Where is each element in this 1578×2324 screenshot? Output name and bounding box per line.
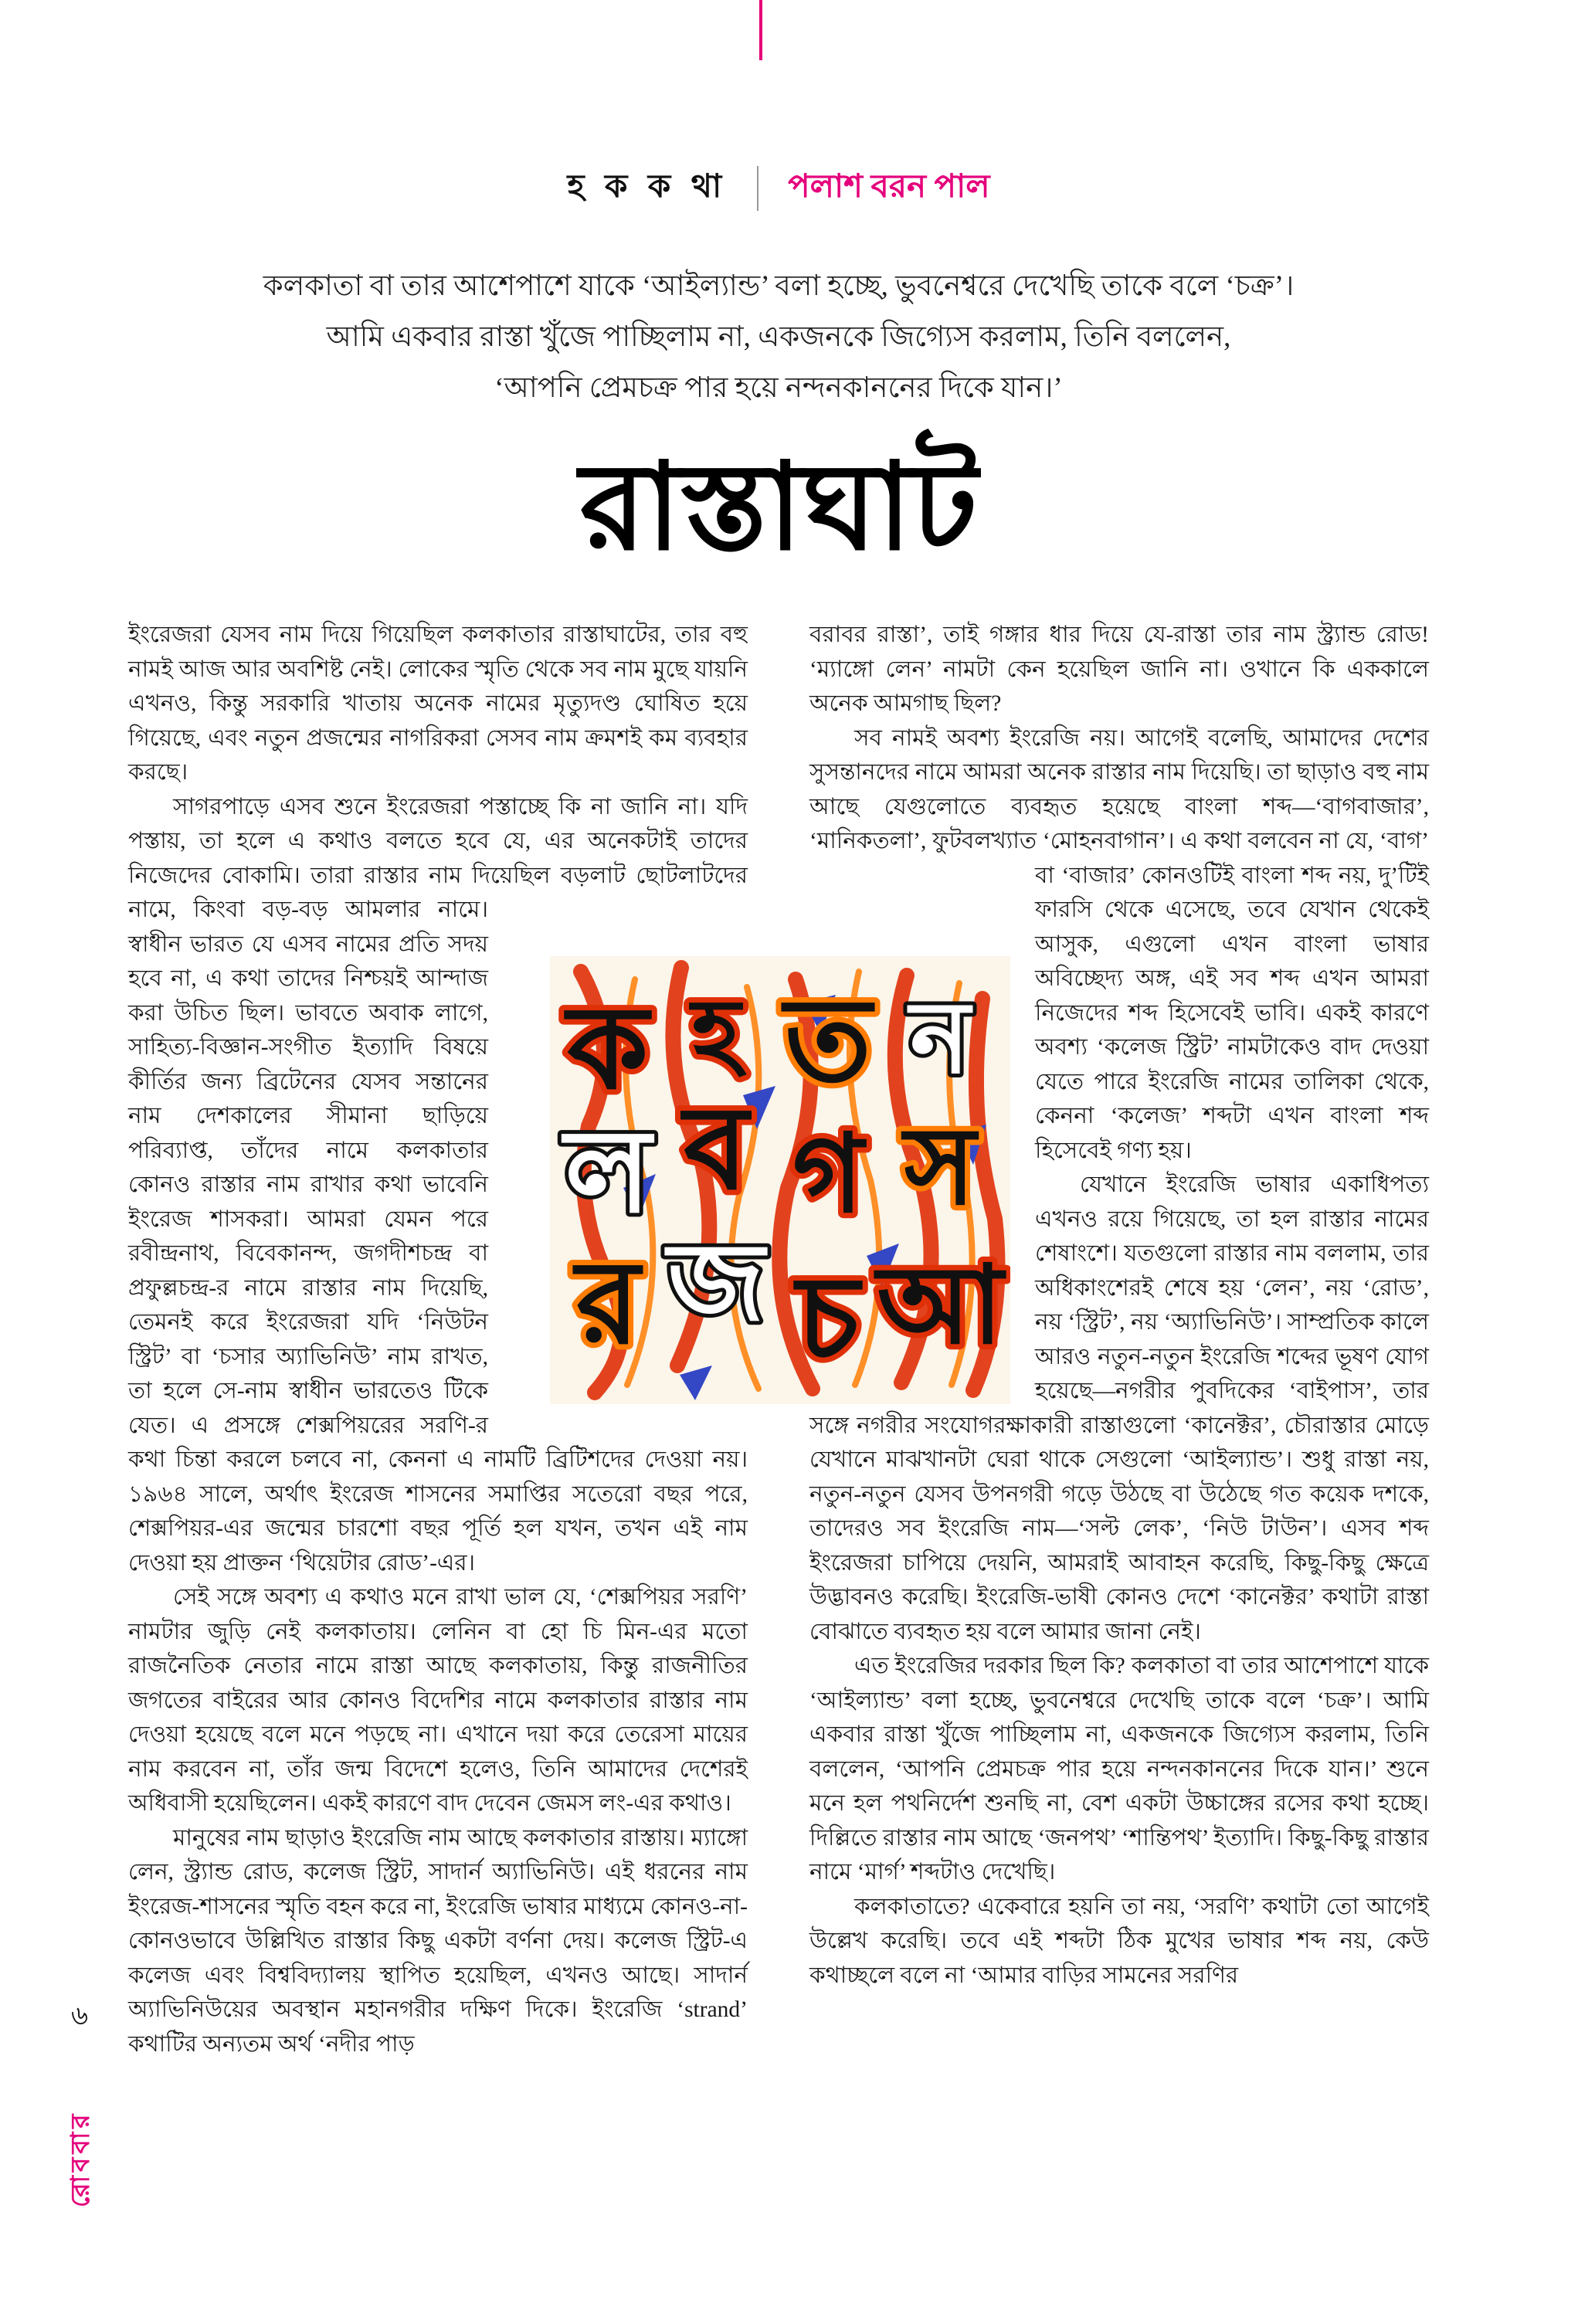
top-accent-rule [759,0,762,60]
artwork-glyph: গ [792,1111,864,1237]
article-paragraph: কলকাতাতে? একেবারে হয়নি তা নয়, ‘সরণি’ কথাটা তো আগেই উল্লেখ করেছি। তবে এই শব্দটা ঠিক মুখের ভাষার শব্দ নয়, কেউ কথাচ্ছলে বলে না ‘আমার বাড়ির সামনের সরণির [809,1894,1429,1988]
article-paragraph: মানুষের নাম ছাড়াও ইংরেজি নাম আছে কলকাতার রাস্তায়। ম্যাঙ্গো লেন, স্ট্র্যান্ড রোড, কলেজ স্ট্রিট, সাদার্ন অ্যাভিনিউ। এই ধরনের নাম ইংরেজ-শাসনের স্মৃতি বহন করে না, ইংরেজি ভাষার মাধ্যমে কোনও-না-কোনওভাবে উল্লিখিত রাস্তার কিছু একটা বর্ণনা দেয়। কলেজ স্ট্রিট-এ কলেজ এবং বিশ্ববিদ্যালয় স্থাপিত হয়েছিল, এখনও আছে। সাদার্ন অ্যাভিনিউয়ের অবস্থান মহানগরীর দক্ষিণ দিকে। ইংরেজি ‘strand’ কথাটির অন্যতম অর্থ ‘নদীর পাড় [128,1825,748,2057]
article-paragraph: ইংরেজরা যেসব নাম দিয়ে গিয়েছিল কলকাতার রাস্তাঘাটের, তার বহু নামই আজ আর অবশিষ্ট নেই। লোকের স্মৃতি থেকে সব নাম মুছে যায়নি এখনও, কিন্তু সরকারি খাতায় অনেক নামের মৃত্যুদণ্ড ঘোষিত হয়ে গিয়েছে, এবং নতুন প্রজন্মের নাগরিকরা সেসব নাম ক্রমশই কম ব্যবহার করছে। [128,623,748,785]
lede-line: কলকাতা বা তার আশেপাশে যাকে ‘আইল্যান্ড’ বলা হচ্ছে, ভুবনেশ্বরে দেখেছি তাকে বলে ‘চক্র’। [263,270,1295,302]
artwork-glyph: ন [910,979,970,1096]
paragraph-text: দু’টিই ফারসি থেকে এসেছে, তবে যেখান থেকেই আসুক, এগুলো এখন বাংলা ভাষার অবিচ্ছেদ্য অঙ্গ, এই সব শব্দ এখন আমরা নিজেদের শব্দ হিসেবেই ভাবি। একই কারণে অবশ্য ‘কলেজ স্ট্রিট’ নামটাকেও বাদ দেওয়া যেতে পারে ইংরেজি নামের তালিকা থেকে, কেননা ‘কলেজ’ শব্দটা এখন বাংলা শব্দ হিসেবেই গণ্য হয়। [1035,863,1429,1163]
artwork-glyph: র [575,1236,640,1370]
calligraphy-image [550,956,1010,1404]
street-name-artwork [550,956,1010,1404]
artwork-glyph: স [904,1104,976,1230]
article-paragraph: সেই সঙ্গে অবশ্য এ কথাও মনে রাখা ভাল যে, ‘শেক্সপিয়র সরণি’ নামটার জুড়ি নেই কলকাতায়। লেনিন বা হো চি মিন-এর মতো রাজনৈতিক নেতার নামে রাস্তা আছে কলকাতায়, কিন্তু রাজনীতির জগতের বাইরের আর কোনও বিদেশির নামে কলকাতার রাস্তার নাম দেওয়া হয়েছে বলে মনে পড়ছে না। এখানে দয়া করে তেরেসা মায়ের নাম করবেন না, তাঁর জন্ম বিদেশে হলেও, তিনি আমাদের দেশেরই অধিবাসী হয়েছিলেন। একই কারণে বাদ দেবেন জেমস লং-এর কথাও। [128,1585,748,1816]
column-header [128,161,1429,215]
magazine-name-vertical: রোববার [66,2110,94,2207]
article-paragraph: যেখানে ইংরেজি ভাষার একাধিপত্য এখনও রয়ে গিয়েছে, তা হল রাস্তার নামের শেষাংশে। যতগুলো রাস্তার নাম বললাম, তার অধিকাংশেরই শেষে হয় ‘লেন’, নয় ‘রোড’, নয় ‘স্ট্রিট’, নয় ‘অ্যাভিনিউ’। সাম্প্রতিক কালে আরও নতুন-নতুন ইংরেজি শব্দের ভূষণ যোগ হয়েছে—নগরীর পুবদিকের ‘বাইপাস’, তার সঙ্গে নগরীর সংযোগরক্ষাকারী রাস্তাগুলো ‘কানেক্টর’, চৌরাস্তার মোড়ে যেখানে মাঝখানটা ঘেরা থাকে সেগুলো ‘আইল্যান্ড’। শুধু রাস্তা নয়, নতুন-নতুন যেসব উপনগরী গড়ে উঠছে বা উঠেছে গত কয়েক দশকে, তাদেরও সব ইংরেজি নাম—‘সল্ট লেক’, ‘নিউ টাউন’। এসব শব্দ ইংরেজরা চাপিয়ে দেয়নি, আমরাই আবাহন করেছি, কিছু-কিছু ক্ষেত্রে উদ্ভাবনও করেছি। ইংরেজি-ভাষী কোনও দেশে ‘কানেক্টর’ কথাটা রাস্তা বোঝাতে ব্যবহৃত হয় বলে আমার জানা নেই। [809,1172,1429,1644]
artwork-glyph: ল [565,1104,651,1239]
article-paragraph: বরাবর রাস্তা’, তাই গঙ্গার ধার দিয়ে যে-রাস্তা তার নাম স্ট্র্যান্ড রোড! ‘ম্যাঙ্গো লেন’ নামটা কেন হয়েছিল জানি না। ওখানে কি এককালে অনেক আমগাছ ছিল? [809,623,1429,716]
paragraph-text: সব নামই অবশ্য ইংরেজি নয়। আগেই বলেছি, আমাদের দেশের সুসন্তানদের নামে আমরা অনেক রাস্তার নাম দিয়েছি। তা ছাড়াও বহু নাম আছে যেগুলোতে ব্যবহৃত হয়েছে বাংলা শব্দ—‘বাগবাজার’, ‘মানিকতলা’, ফুটবলখ্যাত ‘মোহনবাগান’। এ কথা বলবেন না যে, ‘বাগ’ বা ‘বাজার’ কোনওটিই বাংলা শব্দ নয়, [809,725,1429,888]
lede [113,261,1444,414]
artwork-glyph: চ [796,1251,860,1386]
author-name: পলাশ বরন পাল [788,169,990,205]
artwork-glyph: ব [684,1081,748,1216]
article-title: রাস্তাঘাট [579,441,978,575]
lede-line: আমি একবার রাস্তা খুঁজে পাচ্ছিলাম না, একজনকে জিগ্যেস করলাম, তিনি বললেন, [326,321,1231,353]
artwork-glyph: হ [691,979,741,1087]
header-divider [757,166,758,211]
artwork-glyph: জ [667,1220,765,1345]
page-number: ৬ [71,2002,89,2031]
column-title: হ ক ক থা [567,169,728,205]
article-paragraph: এত ইংরেজির দরকার ছিল কি? কলকাতা বা তার আশেপাশে যাকে ‘আইল্যান্ড’ বলা হচ্ছে, ভুবনেশ্বরে দেখেছি তাকে বলে ‘চক্র’। আমি একবার রাস্তা খুঁজে পাচ্ছিলাম না, একজনকে জিগ্যেস করলাম, তিনি বললেন, ‘আপনি প্রেমচক্র পার হয়ে নন্দনকাননের দিকে যান।’ শুনে মনে হল পথনির্দেশ শুনছি না, বেশ একটা উচ্চাঙ্গের রসের কথা হচ্ছে। দিল্লিতে রাস্তার নাম আছে ‘জনপথ’ ‘শান্তিপথ’ ইত্যাদি। কিছু-কিছু রাস্তার নামে ‘মার্গ’ শব্দটাও দেখেছি। [809,1654,1429,1885]
paragraph-text: ছোটলাটদের নামে, কিংবা বড়-বড় আমলার নামে। স্বাধীন ভারত যে এসব নামের প্রতি সদয় হবে না, এ কথা তাদের নিশ্চয়ই আন্দাজ করা উচিত ছিল। ভাবতে অবাক লাগে, সাহিত্য-বিজ্ঞান-সংগীত ইত্যাদি বিষয়ে কীর্তির জন্য ব্রিটেনের যেসব সন্তানের নাম দেশকালের সীমানা ছাড়িয়ে পরিব্যাপ্ত, তাঁদের নামে কলকাতার কোনও রাস্তার নাম রাখার কথা ভাবেনি ইংরেজ শাসকরা। আমরা যেমন পরে রবীন্দ্রনাথ, বিবেকানন্দ, জগদীশচন্দ্র বা প্রফুল্লচন্দ্র-র নামে রাস্তার নাম দিয়েছি, তেমনই করে ইংরেজরা যদি ‘নিউটন স্ট্রিট’ বা ‘চসার অ্যাভিনিউ’ নাম রাখত, তা হলে সে-নাম স্বাধীন ভারতেও টিকে যেত। এ প্রসঙ্গে শেক্সপিয়রের সরণি-র কথা চিন্তা করলে চলবে না, কেননা এ নামটি ব্রিটিশদের দেওয়া নয়। ১৯৬৪ সালে, অর্থাৎ ইংরেজ শাসনের সমাপ্তির সতেরো বছর পরে, শেক্সপিয়র-এর জন্মের চারশো বছর পূর্তি হল যখন, তখন এই নাম দেওয়া হয় প্রাক্তন ‘থিয়েটার রোড’-এর। [128,863,748,1576]
lede-line: ‘আপনি প্রেমচক্র পার হয়ে নন্দনকাননের দিকে যান।’ [494,372,1063,404]
artwork-glyph: ক [567,981,649,1115]
artwork-glyph: ত [784,973,872,1108]
artwork-glyph: আ [877,1243,1003,1369]
paragraph-text: সাগরপাড়ে এসব শুনে ইংরেজরা পস্তাচ্ছে কি না জানি না। যদি পস্তায়, তা হলে এ কথাও বলতে হবে যে, এর অনেকটাই তাদের নিজেদের বোকামি। তারা রাস্তার নাম দিয়েছিল বড়লাট [128,794,748,888]
